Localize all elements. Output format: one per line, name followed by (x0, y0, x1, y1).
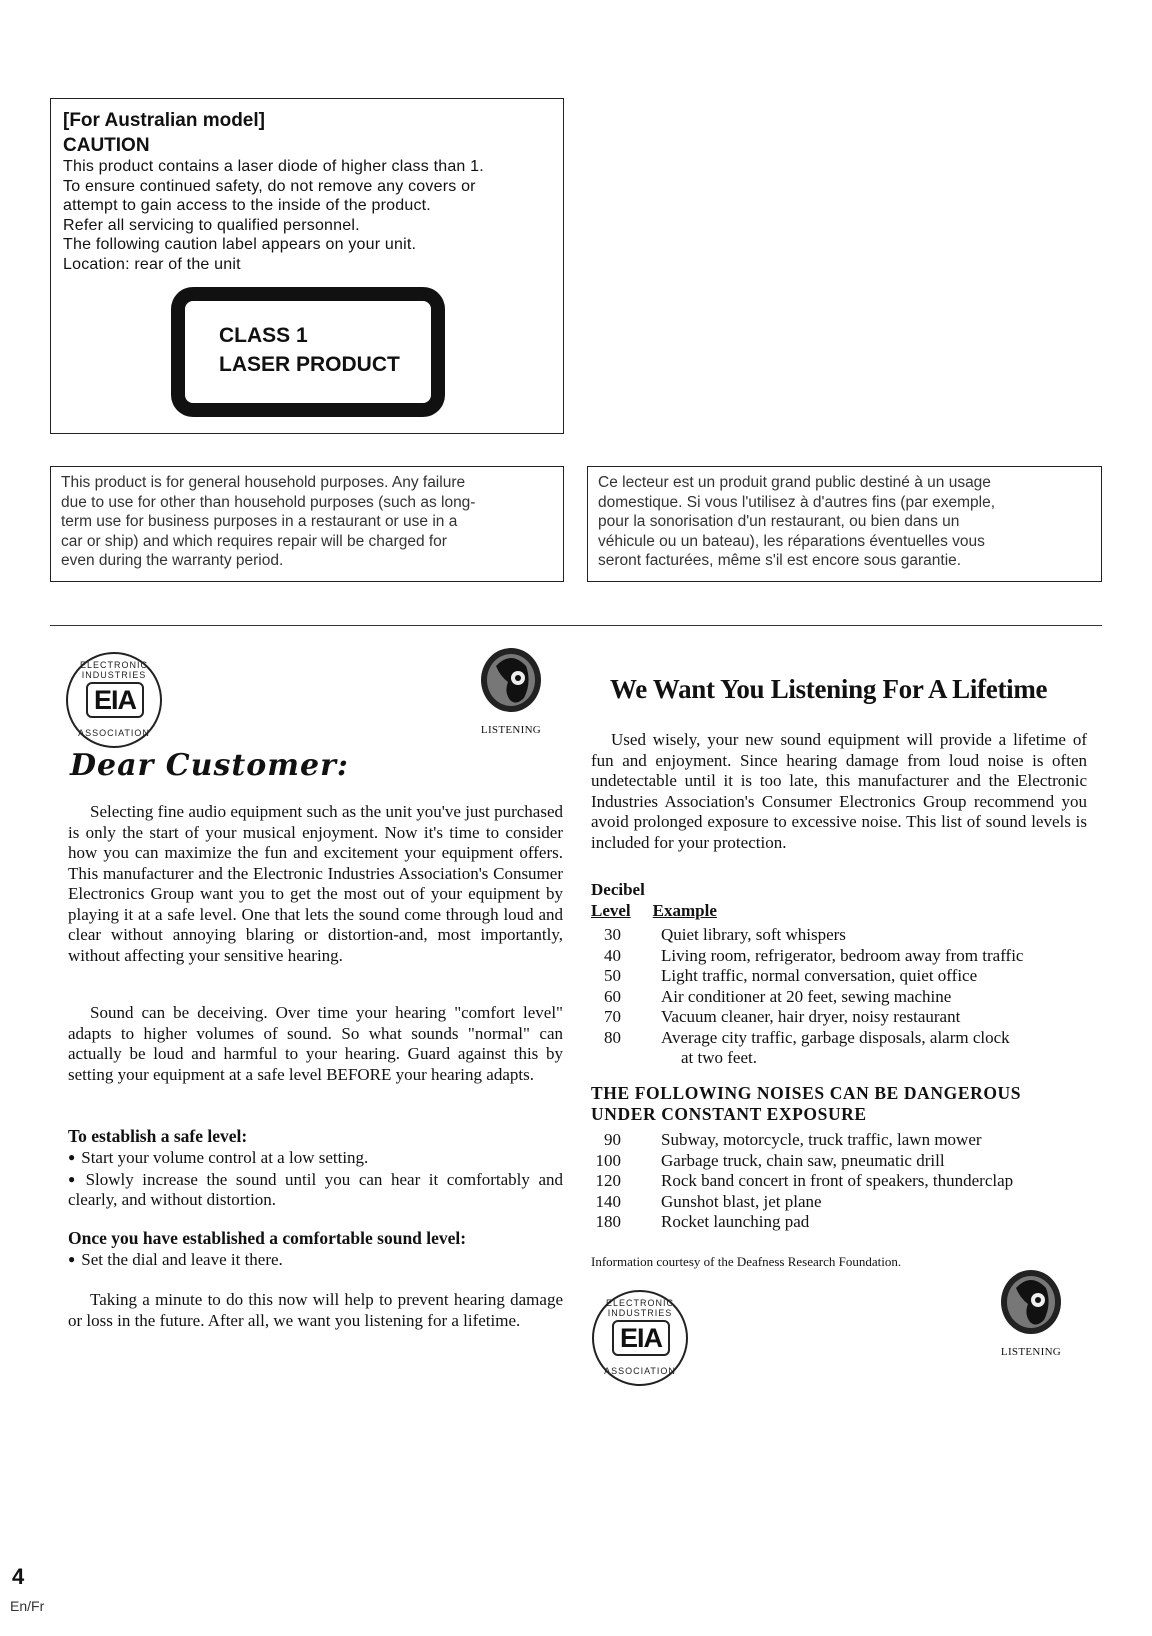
household-notice-en (50, 466, 564, 582)
page-number: 4 (12, 1564, 25, 1589)
danger-heading: THE FOLLOWING NOISES CAN BE DANGEROUS UNDER CONSTANT EXPOSURE (591, 1083, 1022, 1124)
caution-line: Location: rear of the unit (63, 255, 241, 273)
notice-line: even during the warranty period. (61, 552, 284, 569)
listening-logo-text: LISTENING (480, 724, 542, 736)
model-heading: [For Australian model] (63, 110, 265, 131)
notice-line: pour la sonorisation d'un restaurant, ou bien dans un (598, 513, 960, 530)
comfortable-level-heading: Once you have established a comfortable sound level: (68, 1228, 467, 1248)
language-code: En/Fr (10, 1598, 45, 1614)
danger-table (591, 1130, 1101, 1233)
table-row (591, 966, 1101, 987)
bullet-item (68, 1147, 563, 1169)
notice-line: term use for business purposes in a restaurant or use in a (61, 513, 458, 530)
caution-line: To ensure continued safety, do not remove any covers or (63, 177, 476, 195)
caution-line: attempt to gain access to the inside of the product. (63, 197, 431, 214)
listening-head-icon (470, 646, 552, 726)
table-cell-level: 70 (604, 1007, 621, 1026)
eia-logo-text: EIA (86, 682, 144, 718)
table-row (591, 1007, 1101, 1028)
table-cell-level: 30 (604, 925, 621, 944)
safe-level-heading: To establish a safe level: (68, 1126, 248, 1146)
caution-line: This product contains a laser diode of higher class than 1. (63, 158, 484, 175)
table-row (591, 1130, 1101, 1151)
bullet-icon: ● (68, 1171, 80, 1186)
paragraph: Selecting fine audio equipment such as the unit you've just purchased is only the start of your musical enjoyment. Now it's time to consider how you can maximize the fun and excitement your equipment offers. This manufacturer and the Electronic Industries Association's Consumer Electronics Group want you to get the most out of your equipment by playing it at a safe level. One that lets the sound come through loud and clear without annoying blaring or distortion-and, most importantly, without affecting your sensitive hearing. (68, 802, 563, 965)
table-cell-level: 60 (604, 986, 621, 1006)
bullet-text: Set the dial and leave it there. (81, 1250, 283, 1269)
bullet-item (68, 1169, 563, 1211)
right-title: We Want You Listening For A Lifetime (610, 674, 1048, 704)
table-row-continuation (591, 1048, 1101, 1069)
table-header-decibel: Decibel (591, 880, 645, 899)
table-cell-level: 100 (595, 1150, 621, 1170)
table-row (591, 1212, 1101, 1233)
table-cell-example: Gunshot blast, jet plane (661, 1191, 822, 1211)
info-credit: Information courtesy of the Deafness Research Foundation. (591, 1254, 902, 1269)
table-cell-level: 180 (595, 1212, 621, 1231)
listening-logo (470, 646, 552, 746)
paragraph: Sound can be deceiving. Over time your hearing "comfort level" adapts to higher volumes of sound. So what sounds "normal" can actually be loud and harmful to your hearing. Guard against this by setting your equipment at a safe level BEFORE your hearing adapts. (68, 1003, 563, 1084)
notice-line: This product is for general household purposes. Any failure (61, 474, 466, 491)
table-cell-example: Average city traffic, garbage disposals, alarm clock (661, 1027, 1010, 1047)
bullet-item (68, 1249, 563, 1271)
laser-class-label (171, 287, 445, 417)
bullet-icon: ● (68, 1150, 76, 1164)
bullet-icon: ● (68, 1252, 76, 1266)
table-header-example: Example (652, 900, 717, 920)
table-row (591, 1151, 1101, 1172)
table-cell-level: 140 (595, 1191, 621, 1211)
table-cell-example: Living room, refrigerator, bedroom away from traffic (661, 945, 1024, 965)
table-cell-example: Rock band concert in front of speakers, thunderclap (661, 1171, 1014, 1190)
table-cell-example: Vacuum cleaner, hair dryer, noisy restaurant (661, 1007, 961, 1026)
section-divider (50, 625, 1102, 626)
comfortable-level-section (68, 1228, 563, 1271)
table-row (591, 946, 1101, 967)
listening-head-icon (990, 1268, 1072, 1348)
left-paragraph-1 (68, 802, 563, 966)
eia-ring-top: ELECTRONIC INDUSTRIES (79, 660, 148, 680)
table-cell-example: Light traffic, normal conversation, quiet office (661, 966, 978, 985)
table-cell-example: Subway, motorcycle, truck traffic, lawn mower (661, 1130, 982, 1149)
table-cell-example: Air conditioner at 20 feet, sewing machine (661, 986, 952, 1006)
caution-line: The following caution label appears on your unit. (63, 236, 417, 253)
left-paragraph-3 (68, 1290, 563, 1331)
notice-line: seront facturées, même s'il est encore sous garantie. (598, 552, 962, 569)
notice-line: car or ship) and which requires repair will be charged for (61, 532, 447, 550)
table-row (591, 1028, 1101, 1049)
table-row (591, 925, 1101, 946)
table-header-row (591, 901, 1101, 922)
laser-label-line2: LASER PRODUCT (219, 353, 400, 376)
listening-logo-text: LISTENING (1000, 1346, 1062, 1358)
table-row (591, 987, 1101, 1008)
paragraph: Taking a minute to do this now will help to prevent hearing damage or loss in the future. After all, we want you listening for a lifetime. (68, 1290, 563, 1330)
table-cell-level: 120 (595, 1171, 621, 1190)
left-paragraph-2 (68, 1003, 563, 1085)
eia-ring-bottom: ASSOCIATION (78, 728, 150, 738)
household-notice-fr (587, 466, 1102, 582)
notice-line: domestique. Si vous l'utilisez à d'autres fins (par exemple, (598, 493, 996, 511)
sound-level-table (591, 880, 1101, 1069)
eia-ring-bottom: ASSOCIATION (604, 1366, 676, 1376)
listening-logo (990, 1268, 1072, 1368)
notice-line: Ce lecteur est un produit grand public destiné à un usage (598, 474, 991, 491)
laser-label-line1: CLASS 1 (219, 324, 308, 347)
table-cell-level: 50 (604, 966, 621, 985)
table-row (591, 1192, 1101, 1213)
table-cell-level: 40 (604, 945, 621, 965)
caution-title: CAUTION (63, 135, 150, 156)
eia-logo (592, 1290, 688, 1386)
table-cell-level: 80 (604, 1027, 621, 1047)
table-cell-example: Rocket launching pad (661, 1212, 810, 1231)
safe-level-section (68, 1126, 563, 1211)
bullet-text: Start your volume control at a low setting. (81, 1148, 369, 1167)
caution-line: Refer all servicing to qualified personnel. (63, 216, 360, 234)
table-cell-example: Quiet library, soft whispers (661, 925, 846, 944)
table-header-level: Level (591, 900, 631, 920)
eia-logo (66, 652, 162, 748)
table-cell-level: 90 (604, 1130, 621, 1149)
greeting: Dear Customer: (70, 748, 349, 783)
eia-ring-top: ELECTRONIC INDUSTRIES (605, 1298, 674, 1318)
eia-logo-text: EIA (612, 1320, 670, 1356)
notice-line: véhicule ou un bateau), les réparations éventuelles vous (598, 532, 985, 550)
table-cell-example: at two feet. (681, 1048, 757, 1067)
right-intro: Used wisely, your new sound equipment will provide a lifetime of fun and enjoyment. Since hearing damage from loud noise is often undetectable until it is too late, this manufacturer and the Electronic Industries Association's Consumer Electronics Group recommend you avoid prolonged exposure to excessive noise. This list of sound levels is included for your protection. (591, 730, 1087, 852)
table-cell-example: Garbage truck, chain saw, pneumatic drill (661, 1150, 945, 1170)
bullet-text: Slowly increase the sound until you can hear it comfortably and clearly, and without distortion. (68, 1169, 563, 1209)
table-row (591, 1171, 1101, 1192)
notice-line: due to use for other than household purposes (such as long- (61, 493, 476, 511)
caution-box (50, 98, 564, 434)
